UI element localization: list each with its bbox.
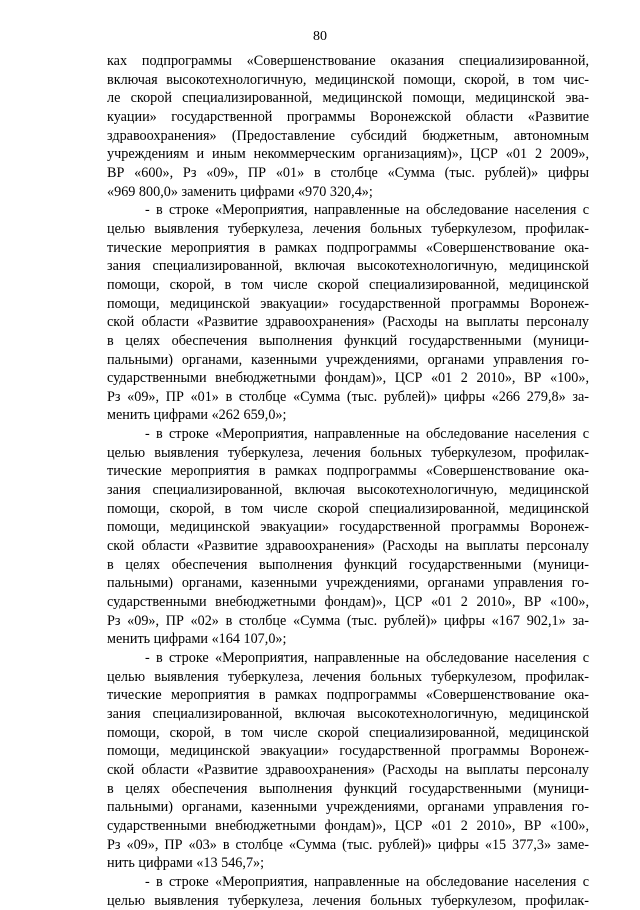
text-line: целью выявления туберкулеза, лечения больных туберкулезом, профилак- — [107, 220, 589, 237]
text-line: тические мероприятия в рамках подпрограммы «Совершенствование ока- — [107, 239, 589, 256]
text-line: куации» государственной программы Воронежской области «Развитие — [107, 108, 589, 125]
text-line: пальными) органами, казенными учреждениями, органами управления го- — [107, 351, 589, 368]
text-line: сударственными внебюджетными фондам)», ЦСР «01 2 2010», ВР «100», — [107, 370, 589, 387]
text-line: в целях обеспечения выполнения функций государственными (муници- — [107, 556, 589, 573]
text-line: целью выявления туберкулеза, лечения больных туберкулезом, профилак- — [107, 668, 589, 685]
text-line: помощи, скорой, в том числе скорой специализированной, медицинской — [107, 500, 589, 517]
text-line: здравоохранения» (Предоставление субсидий бюджетным, автономным — [107, 127, 589, 144]
text-line: зания специализированной, включая высокотехнологичную, медицинской — [107, 705, 589, 722]
text-line: Рз «09», ПР «01» в столбце «Сумма (тыс. рублей)» цифры «266 279,8» за- — [107, 388, 589, 405]
body-text — [107, 52, 589, 910]
text-line: - в строке «Мероприятия, направленные на обследование населения с — [145, 202, 589, 219]
text-line: - в строке «Мероприятия, направленные на обследование населения с — [145, 650, 589, 666]
text-line: - в строке «Мероприятия, направленные на обследование населения с — [145, 873, 589, 890]
text-line: - в строке «Мероприятия, направленные на обследование населения с — [145, 426, 589, 443]
text-line: помощи, медицинской эвакуации» государственной программы Воронеж- — [107, 743, 589, 760]
text-line: сударственными внебюджетными фондам)», ЦСР «01 2 2010», ВР «100», — [107, 594, 589, 611]
text-line: тические мероприятия в рамках подпрограммы «Совершенствование ока- — [107, 463, 589, 480]
text-line: целью выявления туберкулеза, лечения больных туберкулезом, профилак- — [107, 892, 589, 909]
text-line: ской области «Развитие здравоохранения» (Расходы на выплаты персоналу — [107, 314, 589, 331]
text-line: «969 800,0» заменить цифрами «970 320,4»; — [107, 183, 373, 200]
text-line: сударственными внебюджетными фондам)», ЦСР «01 2 2010», ВР «100», — [107, 817, 589, 834]
text-line: помощи, скорой, в том числе скорой специализированной, медицинской — [107, 724, 589, 741]
text-line: включая высокотехнологичную, медицинской помощи, скорой, в том чис- — [107, 71, 589, 88]
text-line: нить цифрами «13 546,7»; — [107, 855, 265, 872]
text-line: тические мероприятия в рамках подпрограммы «Совершенствование ока- — [107, 687, 589, 704]
text-line: целью выявления туберкулеза, лечения больных туберкулезом, профилак- — [107, 444, 589, 461]
text-line: ской области «Развитие здравоохранения» (Расходы на выплаты персоналу — [107, 538, 589, 555]
page-number: 80 — [313, 29, 327, 44]
text-line: зания специализированной, включая высокотехнологичную, медицинской — [107, 258, 589, 275]
text-line: пальными) органами, казенными учреждениями, органами управления го- — [107, 575, 589, 592]
text-line: учреждениям и иным некоммерческим организациям)», ЦСР «01 2 2009», — [107, 146, 589, 163]
text-line: менить цифрами «164 107,0»; — [107, 631, 287, 648]
text-line: в целях обеспечения выполнения функций государственными (муници- — [107, 332, 589, 349]
text-line: Рз «09», ПР «02» в столбце «Сумма (тыс. рублей)» цифры «167 902,1» за- — [107, 612, 589, 629]
text-line: помощи, скорой, в том числе скорой специализированной, медицинской — [107, 276, 589, 293]
text-line: ской области «Развитие здравоохранения» (Расходы на выплаты персоналу — [107, 761, 589, 778]
text-line: пальными) органами, казенными учреждениями, органами управления го- — [107, 799, 589, 816]
text-line: ле скорой специализированной, медицинской помощи, медицинской эва- — [107, 90, 589, 107]
text-line: помощи, медицинской эвакуации» государственной программы Воронеж- — [107, 519, 589, 536]
text-line: ках подпрограммы «Совершенствование оказания специализированной, — [107, 53, 589, 69]
text-line: помощи, медицинской эвакуации» государственной программы Воронеж- — [107, 295, 589, 312]
text-line: зания специализированной, включая высокотехнологичную, медицинской — [107, 482, 589, 499]
text-line: в целях обеспечения выполнения функций государственными (муници- — [107, 780, 589, 797]
text-line: ВР «600», Рз «09», ПР «01» в столбце «Сумма (тыс. рублей)» цифры — [107, 164, 589, 181]
text-line: менить цифрами «262 659,0»; — [107, 407, 287, 424]
text-line: Рз «09», ПР «03» в столбце «Сумма (тыс. рублей)» цифры «15 377,3» заме- — [107, 836, 589, 853]
